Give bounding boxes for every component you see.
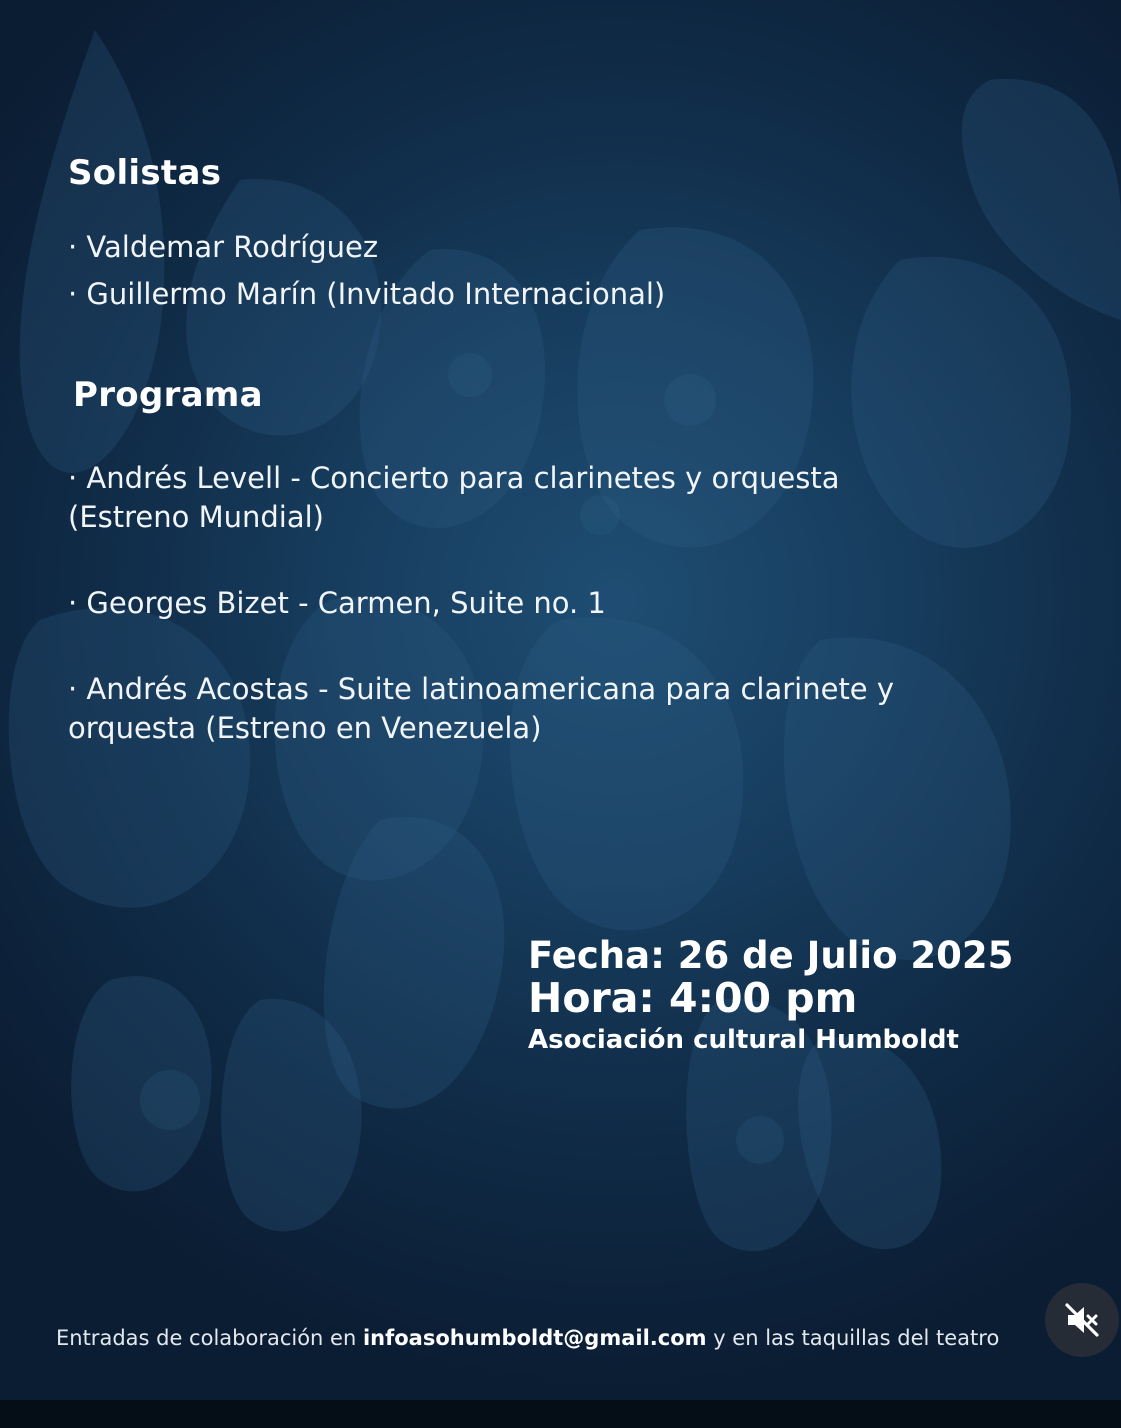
programa-item: · Georges Bizet - Carmen, Suite no. 1 bbox=[68, 586, 606, 620]
event-date: Fecha: 26 de Julio 2025 bbox=[528, 934, 1014, 977]
event-time: Hora: 4:00 pm bbox=[528, 974, 858, 1022]
solista-item: · Valdemar Rodríguez bbox=[68, 230, 379, 264]
footer-bar bbox=[0, 1400, 1121, 1428]
footer-suffix: y en las taquillas del teatro bbox=[713, 1326, 1000, 1350]
speaker-muted-icon bbox=[1062, 1300, 1102, 1340]
programa-item: · Andrés Acostas - Suite latinoamericana para clarinete y bbox=[68, 672, 895, 706]
programa-item-continuation: orquesta (Estreno en Venezuela) bbox=[68, 711, 542, 745]
solistas-heading: Solistas bbox=[68, 153, 222, 193]
mute-button[interactable] bbox=[1045, 1283, 1119, 1357]
solista-item: · Guillermo Marín (Invitado Internacional) bbox=[68, 277, 666, 311]
footer-prefix: Entradas de colaboración en bbox=[56, 1326, 357, 1350]
footer-email-link[interactable]: infoasohumboldt@gmail.com bbox=[362, 1326, 707, 1350]
event-venue: Asociación cultural Humboldt bbox=[528, 1025, 959, 1055]
programa-heading: Programa bbox=[73, 375, 263, 415]
footer-ticket-info bbox=[56, 1326, 1058, 1350]
programa-item-continuation: (Estreno Mundial) bbox=[68, 500, 324, 534]
programa-item: · Andrés Levell - Concierto para clarinetes y orquesta bbox=[68, 461, 840, 495]
